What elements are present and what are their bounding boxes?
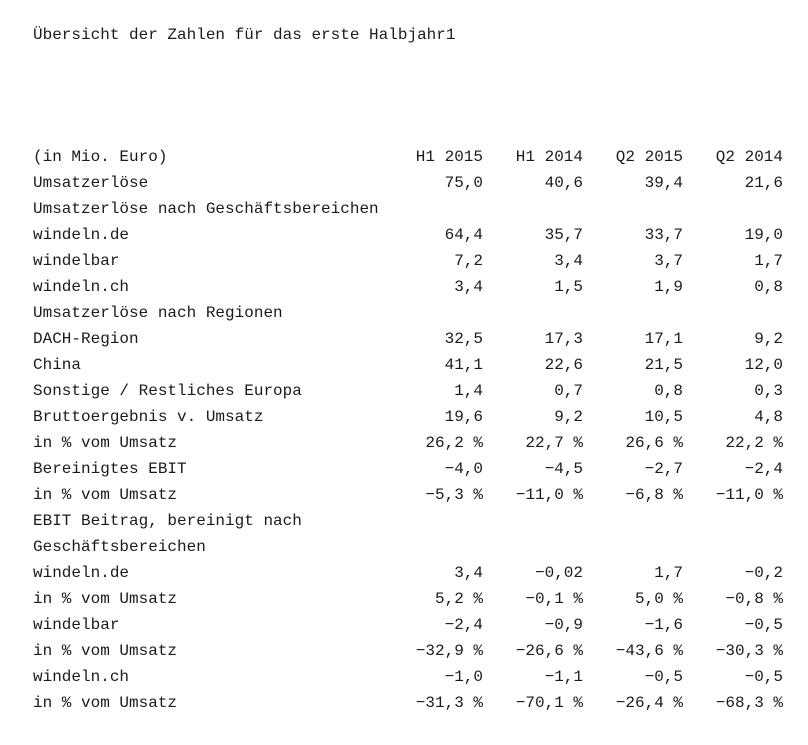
table-row: [33, 404, 783, 430]
cell-value: −26,6 %: [515, 642, 583, 660]
cell-value: 9,2: [554, 408, 583, 426]
cell-value: −0,5: [744, 616, 783, 634]
row-label: Sonstige / Restliches Europa: [33, 382, 302, 400]
cell-value: −2,7: [644, 460, 683, 478]
cell-value: −0,5: [644, 668, 683, 686]
cell-value: 1,4: [454, 382, 483, 400]
cell-value: [583, 196, 683, 222]
table-row: [33, 534, 783, 560]
table-row: [33, 690, 783, 716]
cell-value: 19,0: [744, 226, 783, 244]
cell-value: 7,2: [454, 252, 483, 270]
cell-value: 35,7: [544, 226, 583, 244]
cell-value: 39,4: [644, 174, 683, 192]
cell-value: −43,6 %: [615, 642, 683, 660]
cell-value: [583, 534, 683, 560]
row-label: windelbar: [33, 616, 120, 634]
table-header-row: [33, 144, 783, 170]
cell-value: −70,1 %: [515, 694, 583, 712]
cell-value: [583, 300, 683, 326]
table-row: [33, 482, 783, 508]
table-row: [33, 586, 783, 612]
cell-value: 32,5: [444, 330, 483, 348]
cell-value: [483, 300, 583, 326]
column-header-h1-2015: H1 2015: [415, 148, 483, 166]
row-label: in % vom Umsatz: [33, 434, 178, 452]
cell-value: 1,7: [754, 252, 783, 270]
cell-value: 1,9: [654, 278, 683, 296]
cell-value: 21,6: [744, 174, 783, 192]
cell-value: 0,8: [754, 278, 783, 296]
cell-value: 22,6: [544, 356, 583, 374]
cell-value: 3,4: [454, 564, 483, 582]
row-label: EBIT Beitrag, bereinigt nach: [33, 512, 302, 530]
cell-value: −11,0 %: [715, 486, 783, 504]
cell-value: [683, 534, 783, 560]
cell-value: [383, 534, 483, 560]
cell-value: −0,5: [744, 668, 783, 686]
table-row: [33, 170, 783, 196]
cell-value: 12,0: [744, 356, 783, 374]
cell-value: 0,8: [654, 382, 683, 400]
cell-value: 64,4: [444, 226, 483, 244]
cell-value: [483, 196, 583, 222]
row-label: in % vom Umsatz: [33, 590, 178, 608]
cell-value: 1,5: [554, 278, 583, 296]
cell-value: −32,9 %: [415, 642, 483, 660]
cell-value: 40,6: [544, 174, 583, 192]
cell-value: 3,4: [554, 252, 583, 270]
cell-value: −5,3 %: [425, 486, 483, 504]
cell-value: [383, 300, 483, 326]
cell-value: 0,3: [754, 382, 783, 400]
cell-value: −4,0: [444, 460, 483, 478]
cell-value: −0,8 %: [725, 590, 783, 608]
row-label: Bereinigtes EBIT: [33, 460, 187, 478]
cell-value: −11,0 %: [515, 486, 583, 504]
cell-value: 10,5: [644, 408, 683, 426]
table-row: [33, 248, 783, 274]
cell-value: 75,0: [444, 174, 483, 192]
row-label: Geschäftsbereichen: [33, 538, 206, 556]
cell-value: 26,2 %: [425, 434, 483, 452]
cell-value: [683, 300, 783, 326]
cell-value: 22,2 %: [725, 434, 783, 452]
cell-value: 26,6 %: [625, 434, 683, 452]
table-row: [33, 612, 783, 638]
column-header-q2-2015: Q2 2015: [615, 148, 683, 166]
table-row: [33, 456, 783, 482]
cell-value: −0,1 %: [525, 590, 583, 608]
cell-value: 9,2: [754, 330, 783, 348]
row-label: DACH-Region: [33, 330, 139, 348]
table-row: [33, 508, 783, 534]
row-label: in % vom Umsatz: [33, 642, 178, 660]
table-row: [33, 326, 783, 352]
cell-value: [483, 508, 583, 534]
row-label: windeln.ch: [33, 278, 130, 296]
cell-value: [383, 196, 483, 222]
cell-value: 5,0 %: [634, 590, 683, 608]
cell-value: 21,5: [644, 356, 683, 374]
cell-value: −2,4: [744, 460, 783, 478]
table-row: [33, 638, 783, 664]
table-unit-label: (in Mio. Euro): [33, 148, 168, 166]
cell-value: 3,4: [454, 278, 483, 296]
column-header-q2-2014: Q2 2014: [715, 148, 783, 166]
cell-value: −0,02: [534, 564, 583, 582]
cell-value: −1,1: [544, 668, 583, 686]
cell-value: −26,4 %: [615, 694, 683, 712]
cell-value: −6,8 %: [625, 486, 683, 504]
table-body: [33, 170, 783, 716]
cell-value: [583, 508, 683, 534]
cell-value: 4,8: [754, 408, 783, 426]
row-label: windeln.ch: [33, 668, 130, 686]
table-row: [33, 430, 783, 456]
table-row: [33, 300, 783, 326]
cell-value: 41,1: [444, 356, 483, 374]
cell-value: 3,7: [654, 252, 683, 270]
cell-value: [383, 508, 483, 534]
row-label: windeln.de: [33, 226, 130, 244]
cell-value: 33,7: [644, 226, 683, 244]
row-label: in % vom Umsatz: [33, 486, 178, 504]
cell-value: −31,3 %: [415, 694, 483, 712]
row-label: Bruttoergebnis v. Umsatz: [33, 408, 264, 426]
row-label: Umsatzerlöse: [33, 174, 149, 192]
cell-value: 17,3: [544, 330, 583, 348]
table-row: [33, 222, 783, 248]
cell-value: −1,0: [444, 668, 483, 686]
row-label: Umsatzerlöse nach Geschäftsbereichen: [33, 200, 379, 218]
cell-value: −0,9: [544, 616, 583, 634]
cell-value: 19,6: [444, 408, 483, 426]
column-header-h1-2014: H1 2014: [515, 148, 583, 166]
row-label: Umsatzerlöse nach Regionen: [33, 304, 283, 322]
table-row: [33, 664, 783, 690]
cell-value: 22,7 %: [525, 434, 583, 452]
table-row: [33, 274, 783, 300]
cell-value: 0,7: [554, 382, 583, 400]
table-row: [33, 196, 783, 222]
cell-value: −1,6: [644, 616, 683, 634]
financial-figures-table: [33, 144, 783, 716]
row-label: windeln.de: [33, 564, 130, 582]
cell-value: −30,3 %: [715, 642, 783, 660]
row-label: in % vom Umsatz: [33, 694, 178, 712]
cell-value: −0,2: [744, 564, 783, 582]
cell-value: −2,4: [444, 616, 483, 634]
row-label: windelbar: [33, 252, 120, 270]
cell-value: 5,2 %: [434, 590, 483, 608]
cell-value: [483, 534, 583, 560]
cell-value: 17,1: [644, 330, 683, 348]
table-row: [33, 560, 783, 586]
page-title: Übersicht der Zahlen für das erste Halbjahr1: [33, 26, 456, 44]
cell-value: [683, 196, 783, 222]
table-row: [33, 378, 783, 404]
row-label: China: [33, 356, 82, 374]
table-row: [33, 352, 783, 378]
cell-value: 1,7: [654, 564, 683, 582]
cell-value: [683, 508, 783, 534]
cell-value: −68,3 %: [715, 694, 783, 712]
cell-value: −4,5: [544, 460, 583, 478]
